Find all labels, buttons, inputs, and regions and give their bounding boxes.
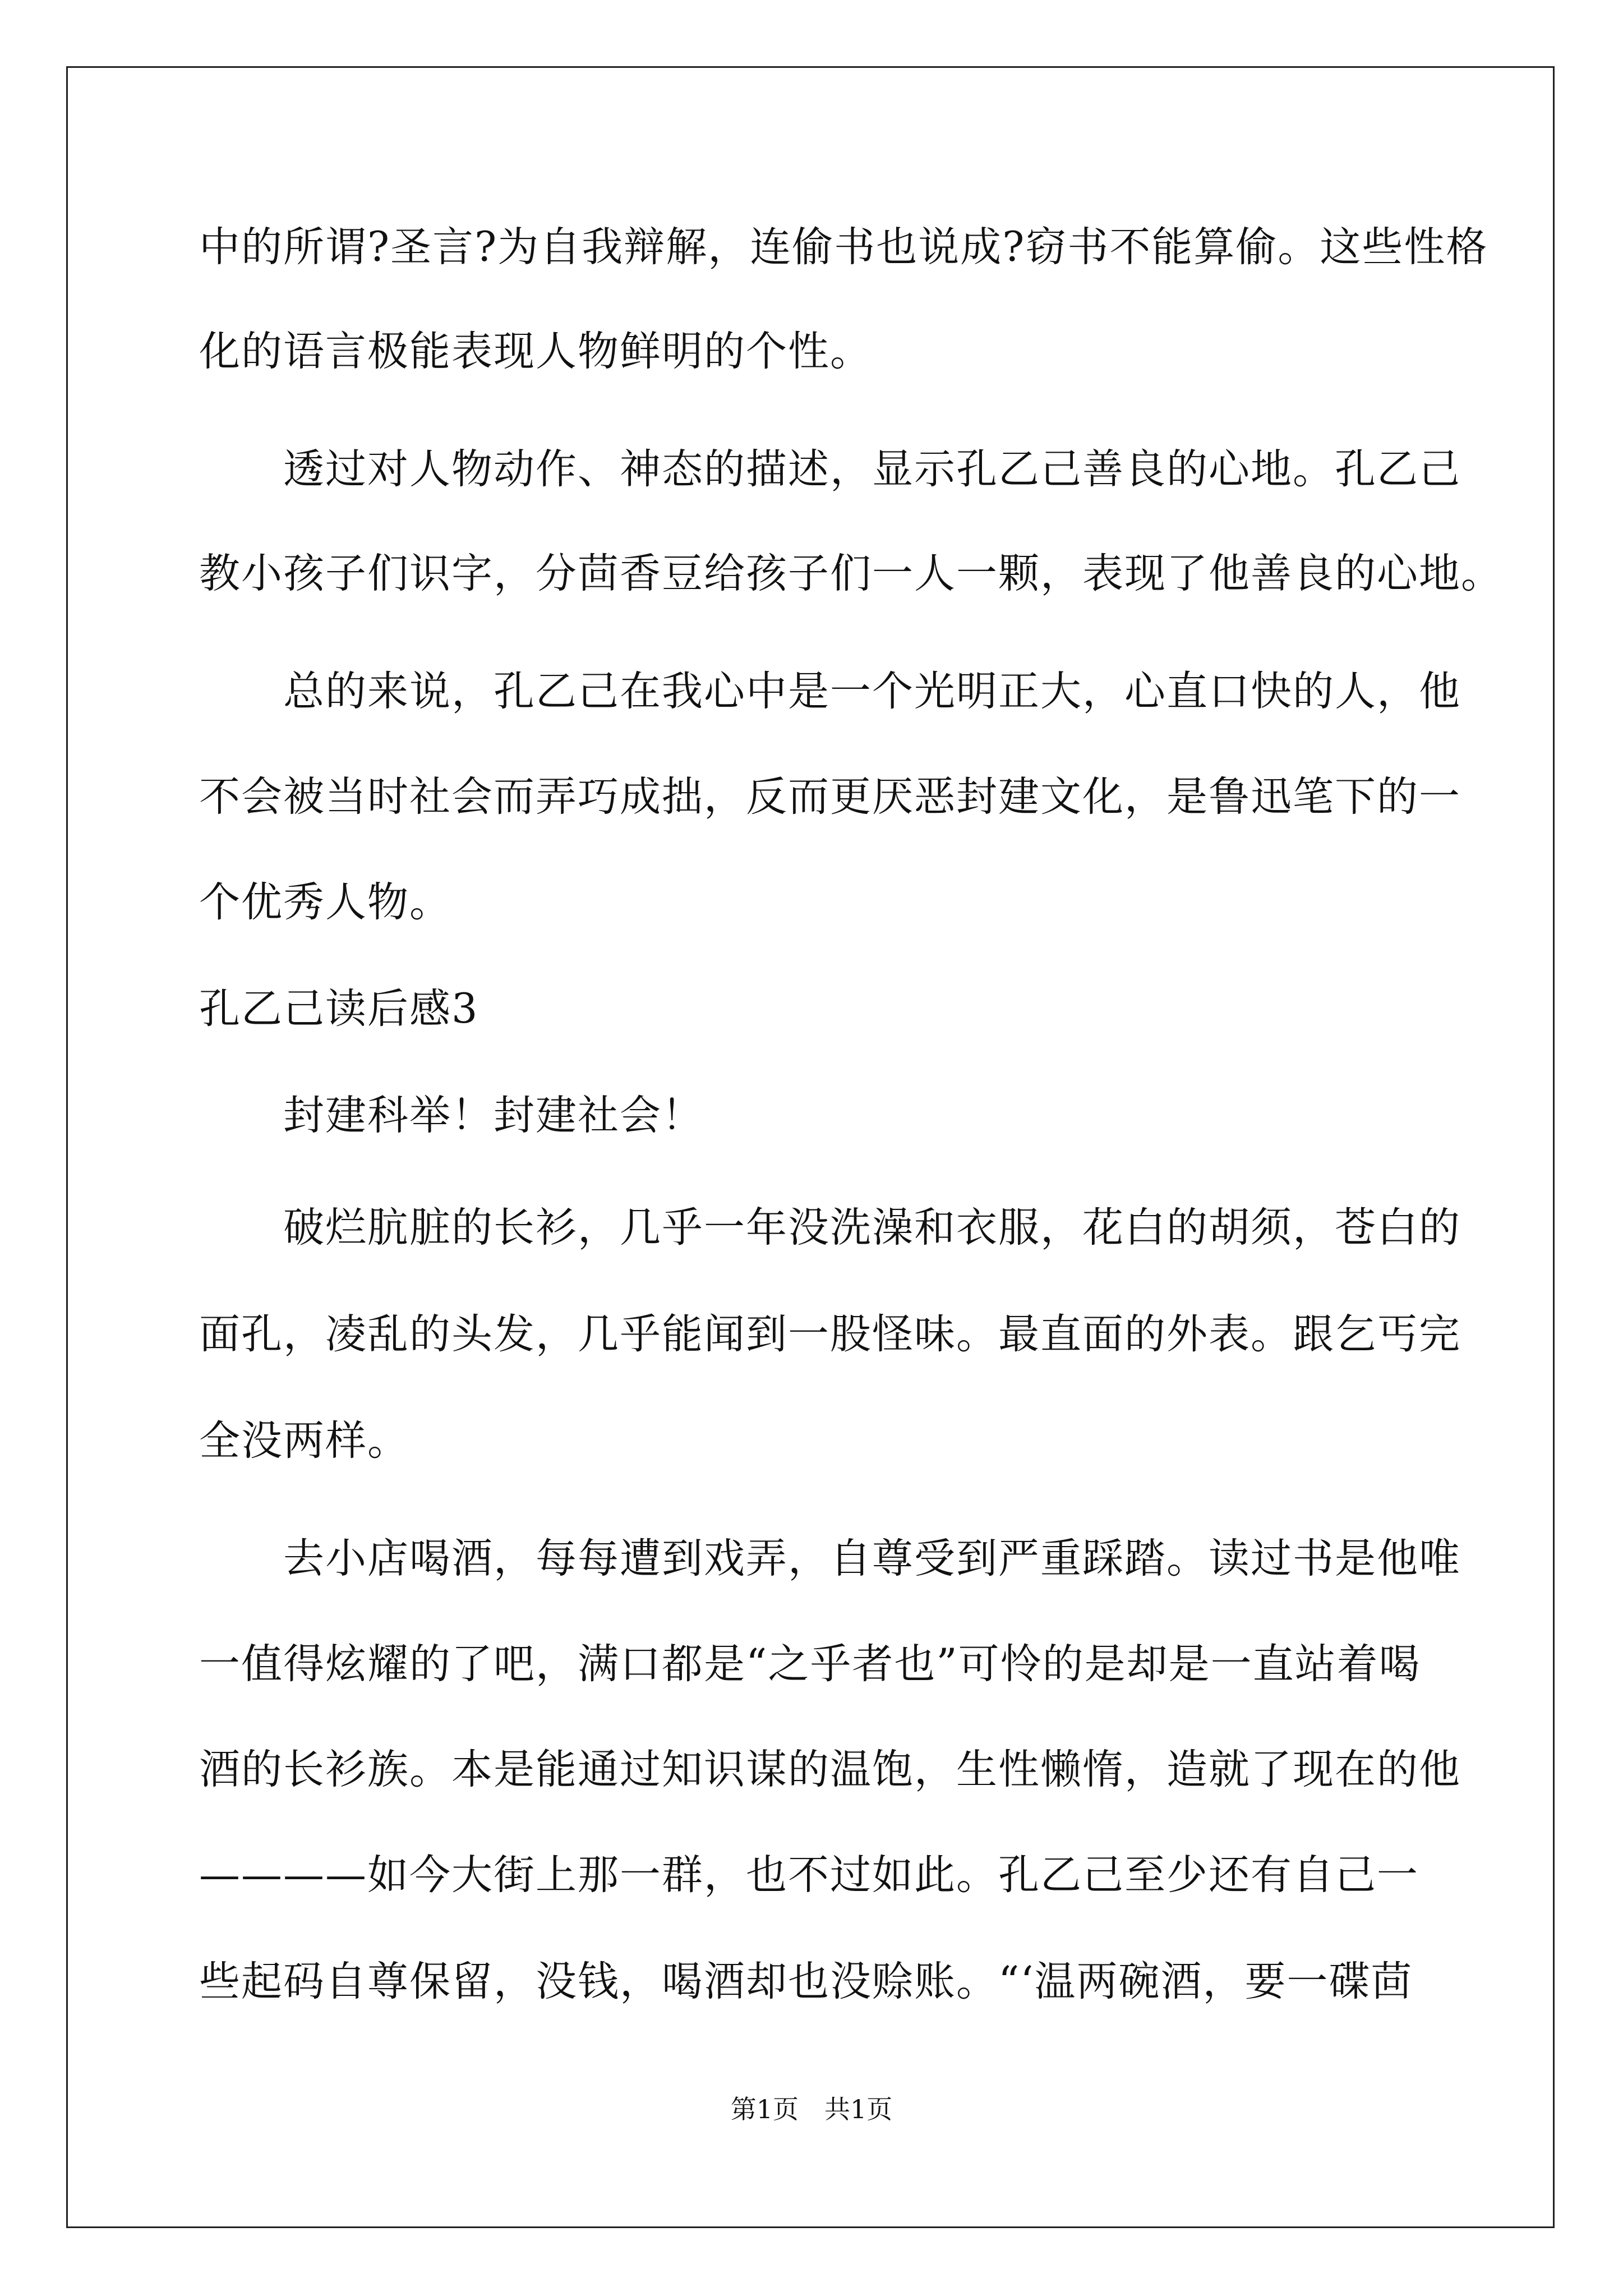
text-line: ————如今大街上那一群，也不过如此。孔乙己至少还有自己一 xyxy=(199,1851,1419,1899)
text-line: 中的所谓?圣言?为自我辩解，连偷书也说成?窃书不能算偷。这些性格 xyxy=(199,223,1488,271)
section-heading: 孔乙己读后感3 xyxy=(199,985,479,1033)
text-line: 全没两样。 xyxy=(199,1417,409,1465)
paragraph-start: 去小店喝酒，每每遭到戏弄，自尊受到严重踩踏。读过书是他唯 xyxy=(283,1535,1461,1582)
text-line: 些起码自尊保留，没钱，喝酒却也没赊账。“‘温两碗酒，要一碟茴 xyxy=(199,1958,1413,2005)
paragraph-start: 透过对人物动作、神态的描述，显示孔乙己善良的心地。孔乙己 xyxy=(283,445,1461,493)
page-border xyxy=(66,66,1555,2228)
text-line: 个优秀人物。 xyxy=(199,878,451,926)
text-line: 教小孩子们识字，分茴香豆给孩子们一人一颗，表现了他善良的心地。 xyxy=(199,550,1503,597)
paragraph-start: 封建科举！封建社会！ xyxy=(283,1092,704,1139)
text-line: 酒的长衫族。本是能通过知识谋的温饱，生性懒惰，造就了现在的他 xyxy=(199,1746,1461,1793)
text-line: 面孔，凌乱的头发，几乎能闻到一股怪味。最直面的外表。跟乞丐完 xyxy=(199,1310,1461,1358)
text-line: 不会被当时社会而弄巧成拙，反而更厌恶封建文化，是鲁迅笔下的一 xyxy=(199,773,1461,821)
text-line: 一值得炫耀的了吧，满口都是“之乎者也”可怜的是却是一直站着喝 xyxy=(199,1640,1421,1688)
paragraph-start: 总的来说，孔乙己在我心中是一个光明正大，心直口快的人，他 xyxy=(283,668,1461,715)
paragraph-start: 破烂肮脏的长衫，几乎一年没洗澡和衣服，花白的胡须，苍白的 xyxy=(283,1204,1461,1251)
page-footer: 第1页 共1页 xyxy=(730,2094,893,2124)
text-line: 化的语言极能表现人物鲜明的个性。 xyxy=(199,328,872,375)
